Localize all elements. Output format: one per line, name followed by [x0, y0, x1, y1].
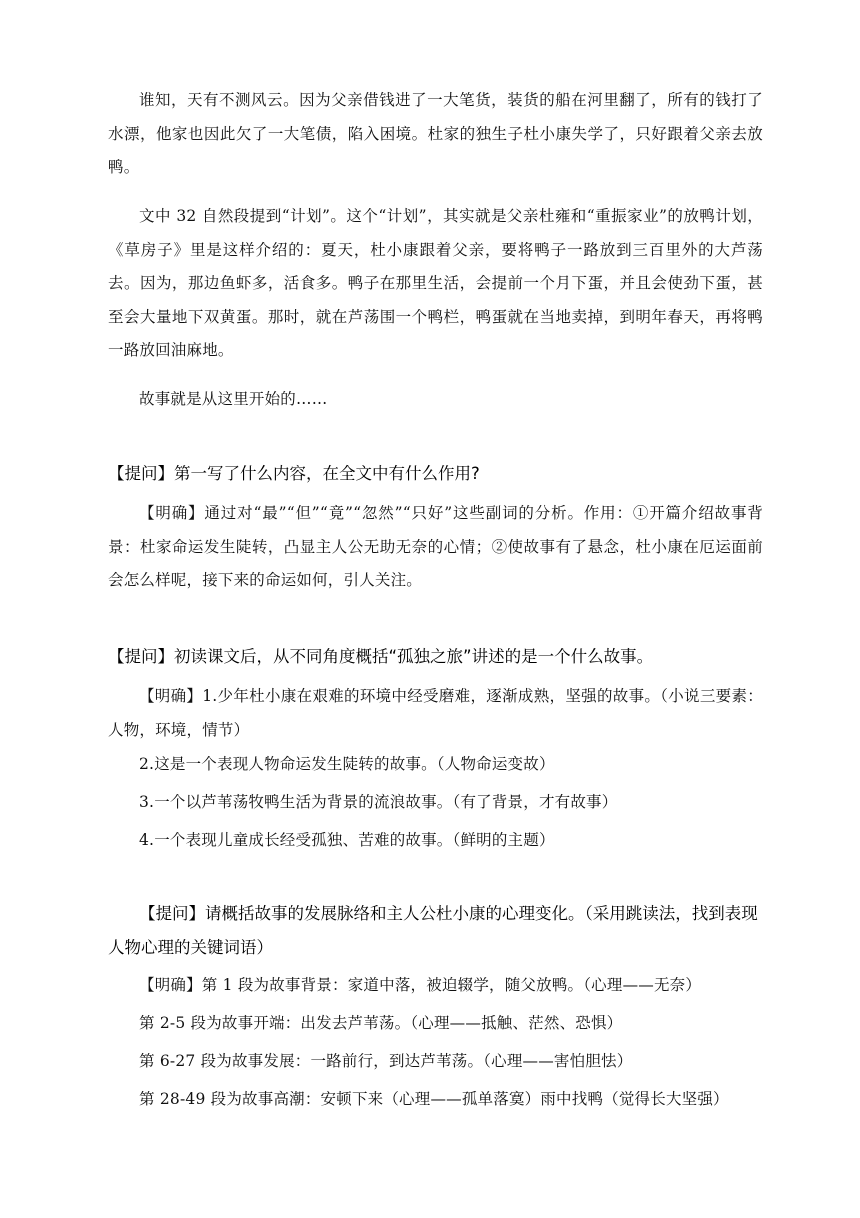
- intro-paragraph-1: 谁知，天有不测风云。因为父亲借钱进了一大笔货，装货的船在河里翻了，所有的钱打了水漂，他家也因此欠了一大笔债，陷入困境。杜家的独生子杜小康失学了，只好跟着父亲去放鸭。: [108, 91, 763, 176]
- intro-paragraph-2: 文中 32 自然段提到“计划”。这个“计划”，其实就是父亲杜雍和“重振家业”的放鸭计划，《草房子》里是这样介绍的：夏天，杜小康跟着父亲，要将鸭子一路放到三百里外的大芦荡去。因为，那边鱼虾多，活食多。鸭子在那里生活，会提前一个月下蛋，并且会使劲下蛋，甚至会大量地下双黄蛋。那时，就在芦荡围一个鸭栏，鸭蛋就在当地卖掉，到明年春天，再将鸭一路放回油麻地。: [108, 207, 763, 359]
- question-1-heading: 【提问】第一写了什么内容，在全文中有什么作用?: [108, 464, 480, 483]
- question-2-answer-2: 2.这是一个表现人物命运发生陡转的故事。（人物命运变故）: [139, 755, 555, 773]
- intro-paragraph-3: 故事就是从这里开始的……: [139, 390, 328, 408]
- question-3-line-3: 第 6-27 段为故事发展：一路前行，到达芦苇荡。（心理——害怕胆怯）: [139, 1052, 633, 1070]
- question-2-answer-1: 【明确】1.少年杜小康在艰难的环境中经受磨难，逐渐成熟，坚强的故事。（小说三要素：人物，环境，情节）: [108, 687, 763, 739]
- question-3-line-2: 第 2-5 段为故事开端：出发去芦苇荡。（心理——抵触、茫然、恐惧）: [139, 1014, 623, 1032]
- question-2-answer-4: 4.一个表现儿童成长经受孤独、苦难的故事。（鲜明的主题）: [139, 831, 555, 849]
- question-2-answer-3: 3.一个以芦苇荡牧鸭生活为背景的流浪故事。（有了背景，才有故事）: [139, 793, 618, 811]
- question-3-line-4: 第 28-49 段为故事高潮：安顿下来（心理——孤单落寞）雨中找鸭（觉得长大坚强）: [139, 1090, 729, 1108]
- question-1-answer: 【明确】通过对“最”“但”“竟”“忽然”“只好”这些副词的分析。作用：①开篇介绍故事背景：杜家命运发生陡转，凸显主人公无助无奈的心情；②使故事有了悬念，杜小康在厄运面前会怎么样呢，接下来的命运如何，引人关注。: [108, 504, 763, 589]
- question-3-heading: 【提问】请概括故事的发展脉络和主人公杜小康的心理变化。（采用跳读法，找到表现人物心理的关键词语）: [108, 904, 758, 957]
- question-3-line-1: 【明确】第 1 段为故事背景：家道中落，被迫辍学，随父放鸭。（心理——无奈）: [139, 976, 702, 994]
- question-2-heading: 【提问】初读课文后，从不同角度概括“孤独之旅”讲述的是一个什么故事。: [108, 647, 654, 666]
